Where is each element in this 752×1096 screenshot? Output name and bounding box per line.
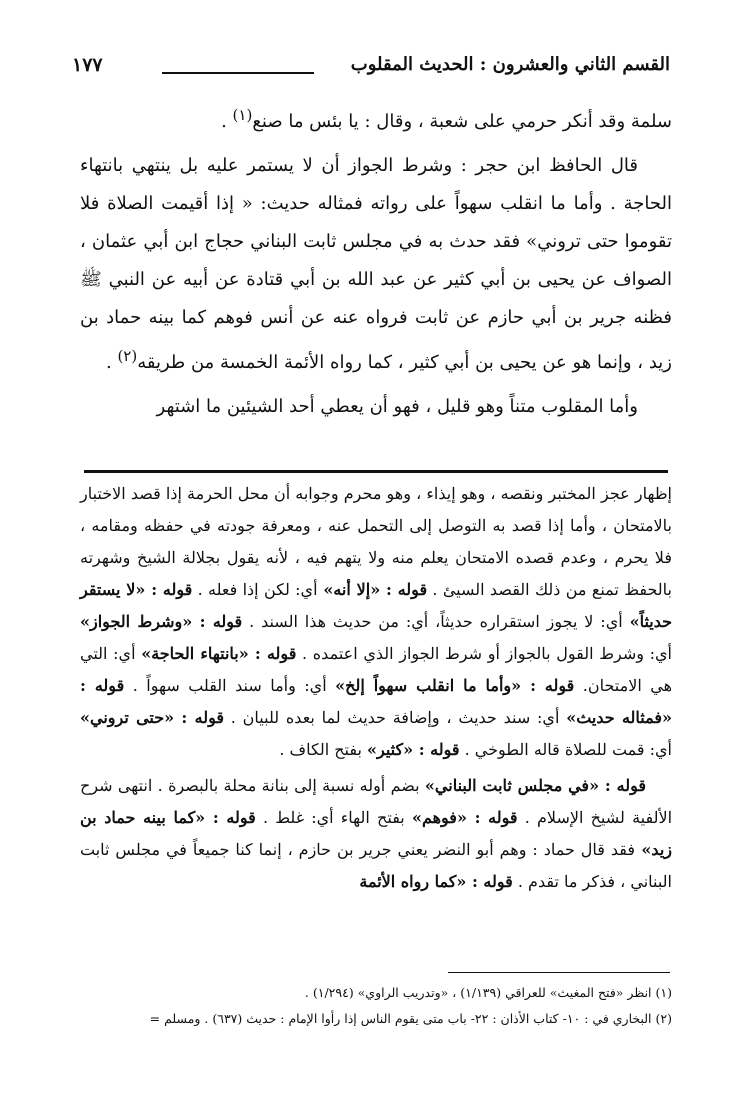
commentary-text-span: أي: لا يجوز استقراره حديثاً، أي: من حديث هذا السند . [242, 612, 630, 631]
main-paragraph-2 [80, 147, 672, 382]
main-paragraph-2-end: . [105, 352, 118, 373]
commentary-keyword: قوله : «بانتهاء الحاجة» [141, 644, 297, 663]
header-rule [162, 72, 314, 74]
commentary-keyword: قوله : «وشرط الجواز» [80, 612, 243, 631]
commentary-paragraph-2 [80, 770, 672, 898]
commentary-text-span: أي: لكن إذا فعله . [192, 580, 318, 599]
commentary-text-span: أي: وشرط القول بالجواز أو شرط الجواز الذي اعتمده . [296, 644, 672, 663]
main-paragraph-1-text: سلمة وقد أنكر حرمي على شعبة ، وقال : يا بئس ما صنع [252, 111, 672, 132]
commentary-keyword: قوله : «كما بينه حماد بن زيد» [80, 808, 672, 859]
commentary-text-span: بفتح الكاف . [279, 740, 368, 759]
footnote-ref-1: (١) [232, 106, 253, 124]
main-paragraph-2-text: قال الحافظ ابن حجر : وشرط الجواز أن لا يستمر عليه بل ينتهي بانتهاء الحاجة . وأما ما انقلب سهواً على رواته فمثاله حديث: « إذا أقيمت الصلاة فلا تقوموا حتى تروني» فقد حدث به في مجلس ثابت البناني حجاج ابن أبي عثمان ، الصواف عن يحيى بن أبي كثير عن عبد الله بن أبي قتادة عن أبيه عن النبي ﷺ فظنه جرير بن أبي حازم عن ثابت فرواه عنه عن أنس فوهم كما بينه حماد بن زيد ، وإنما هو عن يحيى بن أبي كثير ، كما رواه الأئمة الخمسة من طريقه [80, 155, 672, 373]
page-number: ١٧٧ [72, 54, 103, 76]
main-paragraph-1 [80, 96, 672, 141]
commentary-text-span: بضم أوله نسبة إلى بنانة محلة بالبصرة . انتهى شرح الألفية لشيخ الإسلام . [80, 776, 673, 827]
commentary-paragraph-1 [80, 478, 672, 766]
chapter-title: القسم الثاني والعشرون : الحديث المقلوب [350, 54, 670, 75]
main-paragraph-3: وأما المقلوب متناً وهو قليل ، فهو أن يعطي أحد الشيئين ما اشتهر [156, 396, 638, 417]
commentary-text-span: أي: وأما سند القلب سهواً . [124, 676, 336, 695]
commentary-text [80, 478, 672, 902]
footnotes [80, 980, 672, 1032]
commentary-text-span: إظهار عجز المختبر ونقصه ، وهو إيذاء ، وهو محرم وجوابه أن محل الحرمة إذا قصد الاختبار بالامتحان ، وأما إذا قصد به التوصل إلى التحمل عنه ، ومعرفة جودته في حفظه ومقامه ، فلا يحرم ، وعدم قصده الامتحان يعلم منه ولا يتهم فيه ، لأنه يقول بجلالة الشيخ وشهرته بالحفظ تمنع من ذلك القصد السيئ . [80, 484, 673, 599]
commentary-keyword: قوله : [386, 580, 428, 599]
main-text [80, 96, 672, 432]
commentary-keyword: قوله : «وأما ما انقلب سهواً إلخ» [335, 676, 575, 695]
footnote-rule [448, 972, 670, 973]
footnote-1: (١) انظر «فتح المغيث» للعراقي (١/١٣٩) ، «وتدريب الراوي» (١/٢٩٤) . [304, 985, 672, 1000]
commentary-keyword: قوله : «حتى تروني» [80, 708, 224, 727]
running-header [72, 50, 670, 86]
commentary-text-span: أي: التي هي الامتحان. [80, 644, 673, 695]
main-paragraph-1-end: . [221, 111, 233, 132]
commentary-keyword: قوله : «فمثاله حديث» [80, 676, 673, 727]
footnote-2: (٢) البخاري في : ١٠- كتاب الأذان : ٢٢- باب متى يقوم الناس إذا رأوا الإمام : حديث (٦٣٧) . ومسلم = [149, 1011, 672, 1026]
commentary-keyword: قوله : «كثير» [367, 740, 460, 759]
commentary-text-span: فقد قال حماد : وهم أبو النضر يعني جرير بن حازم ، إنما كنا جميعاً في مجلس ثابت البناني ، فذكر ما تقدم . [80, 840, 672, 891]
commentary-text-span: أي: سند حديث ، وإضافة حديث لما بعده للبيان . [223, 708, 567, 727]
commentary-keyword: قوله : «في مجلس ثابت البناني» [424, 776, 646, 795]
commentary-keyword: قوله : «فوهم» [411, 808, 518, 827]
commentary-keyword: «إلا أنه» [317, 580, 387, 599]
commentary-keyword: قوله : «لا يستقر حديثاً» [80, 580, 673, 631]
commentary-keyword: قوله : «كما رواه الأئمة [359, 872, 513, 891]
commentary-separator [84, 470, 668, 473]
commentary-text-span: بفتح الهاء أي: غلط . [255, 808, 412, 827]
commentary-text-span: أي: قمت للصلاة قاله الطوخي . [459, 740, 672, 759]
footnote-ref-2: (٢) [117, 347, 138, 365]
